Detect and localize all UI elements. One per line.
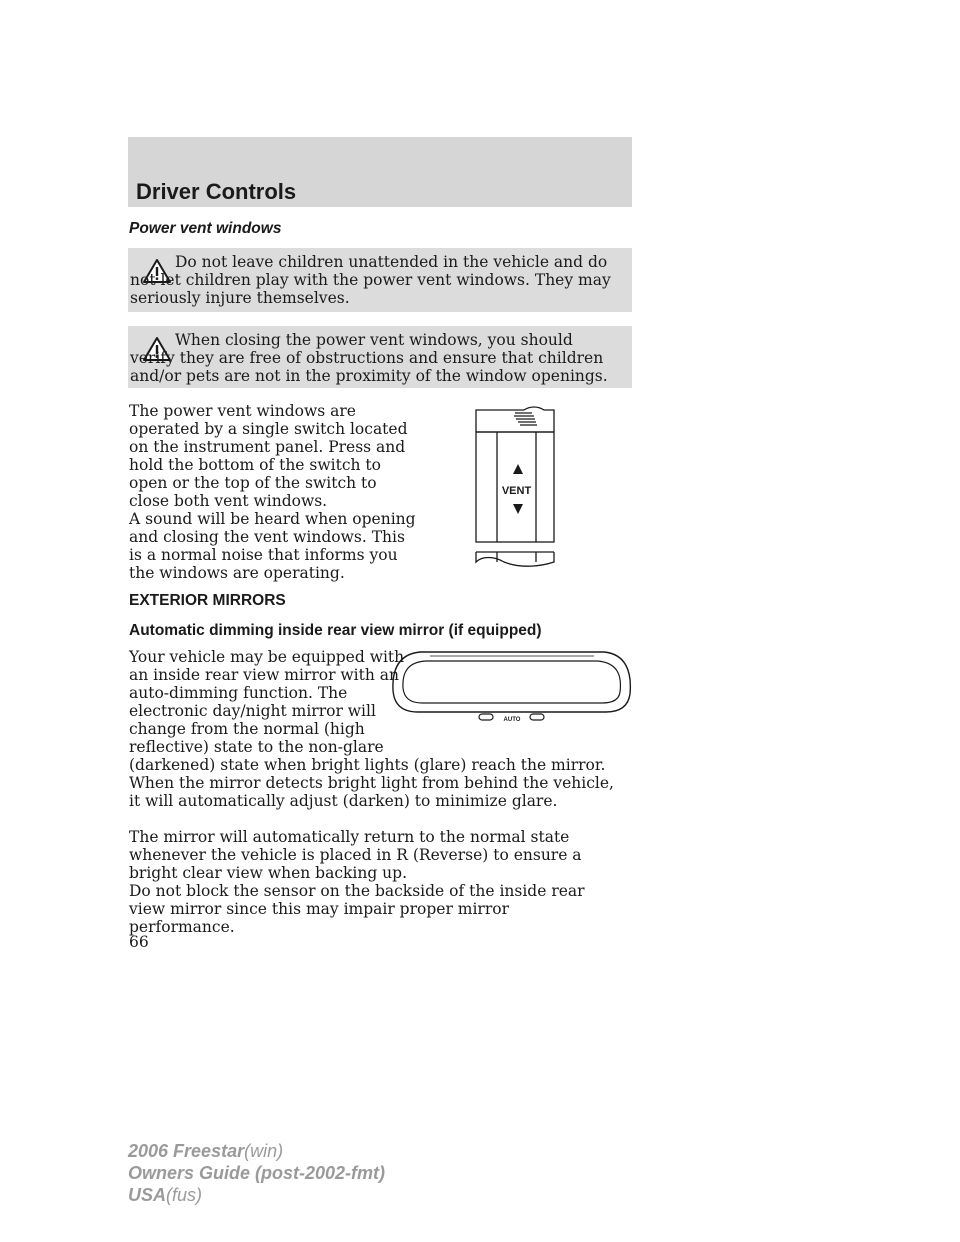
mirror-auto-label: AUTO xyxy=(503,717,521,723)
vent-switch-label: VENT xyxy=(501,485,532,497)
auto-dim-mirror-heading: Automatic dimming inside rear view mirror (if equipped) xyxy=(129,622,542,639)
mirror-paragraph-3: Do not block the sensor on the backside of the inside rear view mirror since this may impair proper mirror performance. xyxy=(129,882,585,936)
mirror-paragraph-2: The mirror will automatically return to the normal state whenever the vehicle is placed in R (Reverse) to ensure a bright clear view when backing up. xyxy=(129,828,582,882)
warning-text: When closing the power vent windows, you should verify they are free of obstructions and ensure that children and/or pets are not in the proximity of the window openings. xyxy=(130,331,608,385)
rear-view-mirror-illustration xyxy=(390,646,634,728)
power-vent-heading: Power vent windows xyxy=(129,220,282,237)
section-header xyxy=(128,137,632,207)
warning-box-2 xyxy=(128,326,632,388)
document-footer: 2006 Freestar(win) Owners Guide (post-2002-fmt) USA(fus) xyxy=(128,1141,386,1205)
vent-paragraph-1: The power vent windows are operated by a single switch located on the instrument panel. Press and hold the bottom of the switch to open or the top of the switch to close both vent windows. xyxy=(129,402,408,510)
exterior-mirrors-heading: EXTERIOR MIRRORS xyxy=(129,592,286,609)
warning-text: Do not leave children unattended in the vehicle and do not let children play with the power vent windows. They may seriously injure themselves. xyxy=(130,253,611,307)
section-title: Driver Controls xyxy=(136,179,297,204)
mirror-intro-wrapped: Your vehicle may be equipped with an inside rear view mirror with an auto-dimming function. The electronic day/night mirror will change from the normal (high reflective) state to the non-glare xyxy=(129,648,405,756)
page-number: 66 xyxy=(129,933,149,951)
mirror-intro-continued: (darkened) state when bright lights (glare) reach the mirror. When the mirror detects bright light from behind the vehicle, it will automatically adjust (darken) to minimize glare. xyxy=(129,756,614,810)
warning-box-1 xyxy=(128,248,632,312)
vent-paragraph-2: A sound will be heard when opening and closing the vent windows. This is a normal noise that informs you the windows are operating. xyxy=(129,510,416,582)
vent-switch-illustration xyxy=(472,404,562,572)
